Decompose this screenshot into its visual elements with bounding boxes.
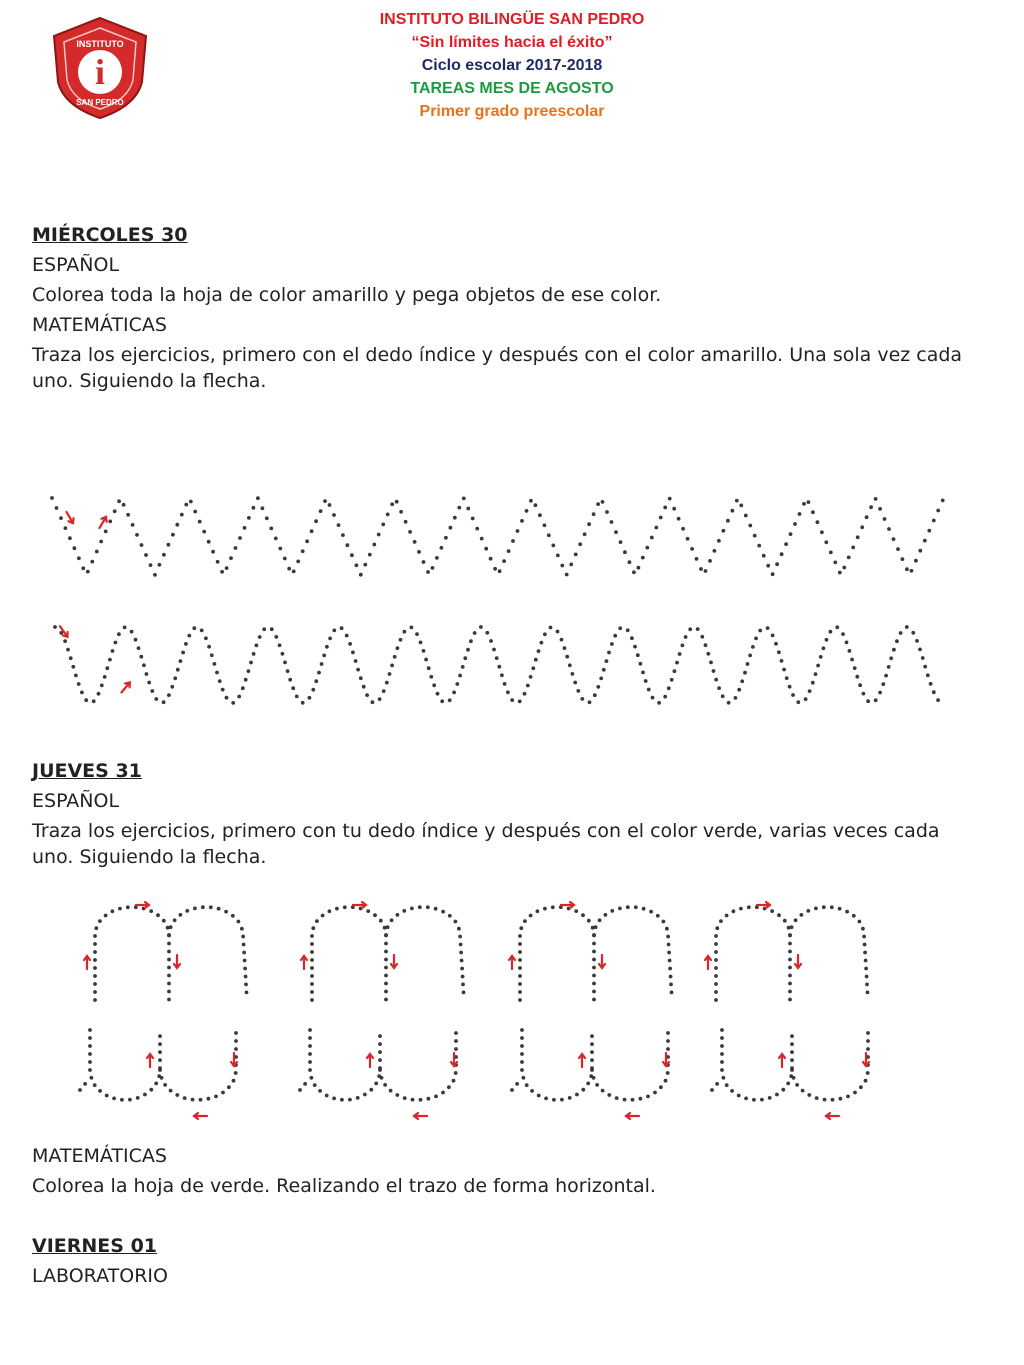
letter-u-arrow-bottom-3: [826, 1113, 839, 1119]
letter-m-part-2: [518, 905, 596, 1002]
grade-label: Primer grado preescolar: [419, 103, 605, 120]
tasks-title: TAREAS MES DE AGOSTO: [410, 80, 614, 97]
day-title-wednesday: MIÉRCOLES 30: [32, 224, 188, 246]
instruction-spanish-thu: Traza los ejercicios, primero con tu dedo índice y después con el color verde, varias veces cada uno. Siguiendo la flecha.: [32, 820, 940, 868]
instruction-spanish-wed: Colorea toda la hoja de color amarillo y pega objetos de ese color.: [32, 284, 662, 306]
letter-m-arrow-up-2: [509, 956, 515, 969]
day-title-thursday: JUEVES 31: [32, 760, 142, 782]
letter-u-arrow-bottom-0: [194, 1113, 207, 1119]
zigzag-arrow-down: [64, 510, 76, 524]
letter-m-part-1: [310, 905, 388, 1002]
letter-m-arrow-up-1: [301, 956, 307, 969]
letter-u-hook-1: [378, 1031, 458, 1102]
letter-u-tail-0: [78, 1082, 87, 1092]
letter-u-arrow-up-0: [147, 1054, 153, 1067]
logo-text-bottom: SAN PEDRO: [76, 98, 124, 107]
subject-spanish-wed: ESPAÑOL: [32, 254, 120, 276]
school-name: INSTITUTO BILINGÜE SAN PEDRO: [379, 11, 645, 28]
letter-u-tail-3: [710, 1082, 719, 1092]
letter-m-arrow-down-2: [599, 955, 605, 968]
zigzag-arrow-up: [97, 515, 109, 529]
letter-u-arrow-bottom-2: [626, 1113, 639, 1119]
letter-u-tail-1: [298, 1082, 307, 1092]
letter-u-arrow-up-1: [367, 1054, 373, 1067]
wave-arrow-up: [119, 680, 132, 694]
instruction-math-thu: Colorea la hoja de verde. Realizando el trazo de forma horizontal.: [32, 1175, 656, 1197]
logo-text-top: INSTITUTO: [76, 39, 124, 49]
document-header: [262, 8, 762, 123]
letter-m-hump-3: [788, 905, 869, 994]
letter-m-arrow-down-3: [795, 955, 801, 968]
letter-m-hump-2: [592, 905, 673, 994]
letter-m-hump-0: [167, 905, 248, 994]
letter-m-hump-1: [384, 905, 465, 994]
letter-u-arrow-down-1: [451, 1053, 457, 1066]
letter-m-part-0: [93, 905, 171, 1002]
subject-spanish-thu: ESPAÑOL: [32, 790, 120, 812]
letter-u-arrow-up-3: [779, 1054, 785, 1067]
subject-math-wed: MATEMÁTICAS: [32, 314, 167, 336]
letter-tracing-exercise: [0, 870, 1024, 1140]
letter-m-part-3: [714, 905, 792, 1002]
instruction-math-wed: Traza los ejercicios, primero con el dedo índice y después con el color amarillo. Una sola vez cada uno. Siguiendo la flecha.: [32, 344, 963, 392]
letter-u-hook-0: [158, 1031, 238, 1102]
school-cycle: Ciclo escolar 2017-2018: [421, 57, 603, 74]
day-title-friday: VIERNES 01: [32, 1235, 158, 1257]
letter-m-arrow-down-0: [174, 955, 180, 968]
wave-tracing-exercise: [0, 440, 1024, 740]
letter-u-arrow-bottom-1: [414, 1113, 427, 1119]
school-logo: [50, 16, 150, 120]
letter-m-arrow-down-1: [391, 955, 397, 968]
letter-u-arrow-down-0: [231, 1053, 237, 1066]
wave-arrow-start: [58, 625, 70, 639]
letter-u-arrow-up-2: [579, 1054, 585, 1067]
letter-u-tail-2: [510, 1082, 519, 1092]
letter-u-arrow-down-2: [663, 1053, 669, 1066]
subject-lab-fri: LABORATORIO: [32, 1265, 168, 1287]
logo-letter: i: [94, 52, 106, 92]
letter-m-arrow-up-3: [705, 956, 711, 969]
letter-m-arrow-up-0: [84, 956, 90, 969]
sine-dotted-wave: [53, 625, 940, 705]
zigzag-dotted-line: [50, 496, 945, 577]
letter-u-hook-3: [790, 1031, 870, 1102]
school-motto: “Sin límites hacia el éxito”: [411, 34, 613, 51]
subject-math-thu: MATEMÁTICAS: [32, 1145, 167, 1167]
letter-u-arrow-down-3: [863, 1053, 869, 1066]
letter-u-hook-2: [590, 1031, 670, 1102]
